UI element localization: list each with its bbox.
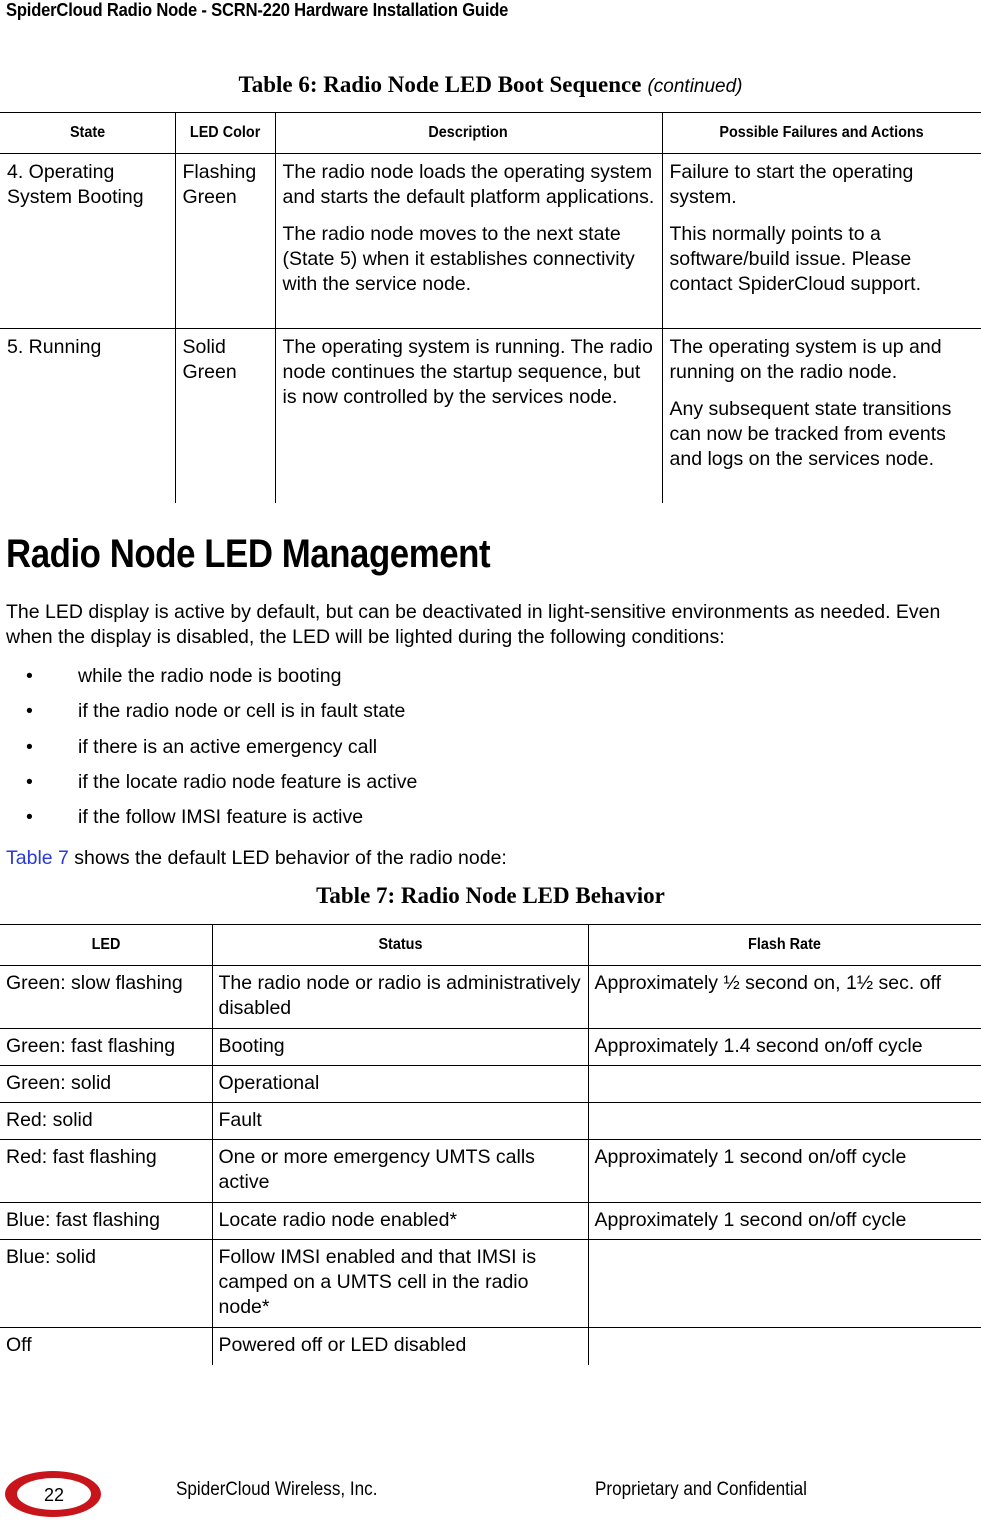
- page-number: 22: [43, 1485, 65, 1505]
- bullet-dot: •: [26, 665, 33, 687]
- cell-led-color: Solid Green: [175, 329, 275, 504]
- failure-paragraph: The operating system is up and running on the radio node.: [669, 336, 942, 383]
- column-header-state: State: [0, 113, 175, 154]
- table-row: [0, 1328, 981, 1365]
- cell-status: Follow IMSI enabled and that IMSI is camped on a UMTS cell in the radio node*: [212, 1240, 588, 1328]
- description-paragraph: The radio node moves to the next state (State 5) when it establishes connectivity with the service node.: [282, 223, 635, 295]
- cell-led: Green: fast flashing: [0, 1029, 212, 1066]
- table-reference-sentence: Table 7 shows the default LED behavior of the radio node:: [6, 847, 507, 869]
- list-item: • if the radio node or cell is in fault state: [26, 700, 406, 723]
- cell-flash-rate: Approximately 1.4 second on/off cycle: [588, 1029, 981, 1066]
- table-row: [0, 1066, 981, 1103]
- cell-led: Green: slow flashing: [0, 966, 212, 1029]
- table-row: [0, 1103, 981, 1140]
- cell-state: 5. Running: [7, 336, 102, 358]
- bullet-dot: •: [26, 700, 33, 723]
- footer-company: SpiderCloud Wireless, Inc.: [176, 1479, 378, 1500]
- cell-status: Operational: [212, 1066, 588, 1103]
- cell-led-color: Flashing Green: [175, 154, 275, 329]
- footer-confidential: Proprietary and Confidential: [595, 1479, 807, 1500]
- cell-description: [275, 154, 662, 329]
- cell-description: [275, 329, 662, 504]
- list-item: • if the locate radio node feature is active: [26, 770, 418, 793]
- table-header-row: [0, 113, 981, 154]
- table-row: [0, 1240, 981, 1328]
- cell-status: Locate radio node enabled*: [212, 1203, 588, 1240]
- conditions-list: [26, 664, 417, 840]
- cell-status: Powered off or LED disabled: [212, 1328, 588, 1365]
- cell-flash-rate: [588, 1103, 981, 1140]
- failure-paragraph: Failure to start the operating system.: [669, 161, 914, 208]
- table-7-link[interactable]: Table 7: [6, 847, 69, 869]
- cell-led: Green: solid: [0, 1066, 212, 1103]
- cell-flash-rate: [588, 1066, 981, 1103]
- column-header-flash-rate: Flash Rate: [588, 925, 981, 966]
- section-heading: Radio Node LED Management: [6, 532, 491, 576]
- column-header-status: Status: [212, 925, 588, 966]
- bullet-dot: •: [26, 806, 33, 829]
- cell-led: Blue: solid: [0, 1240, 212, 1328]
- failure-paragraph: This normally points to a software/build issue. Please contact SpiderCloud support.: [669, 223, 921, 295]
- column-header-led: LED: [0, 925, 212, 966]
- table-row: [0, 1203, 981, 1240]
- description-paragraph: The operating system is running. The radio node continues the startup sequence, but is now controlled by the services node.: [282, 336, 653, 408]
- column-header-led-color: LED Color: [175, 113, 275, 154]
- list-item: • if there is an active emergency call: [26, 735, 378, 758]
- description-paragraph: The radio node loads the operating system and starts the default platform applications.: [282, 161, 655, 208]
- cell-status: Fault: [212, 1103, 588, 1140]
- table-row: [0, 1029, 981, 1066]
- page-number-badge: [4, 1470, 102, 1518]
- cell-failures: [662, 329, 981, 504]
- cell-status: Booting: [212, 1029, 588, 1066]
- table-7-caption: Table 7: Radio Node LED Behavior: [316, 883, 665, 908]
- list-item: • if the follow IMSI feature is active: [26, 806, 364, 829]
- cell-flash-rate: [588, 1240, 981, 1328]
- table-row: [0, 329, 981, 504]
- cell-status: The radio node or radio is administratively disabled: [212, 966, 588, 1029]
- cell-led: Off: [6, 1334, 32, 1356]
- intro-paragraph: The LED display is active by default, but can be deactivated in light-sensitive environments as needed. Even when the display is disabled, the LED will be lighted during the following conditions:: [6, 601, 941, 648]
- cell-led: Blue: fast flashing: [0, 1203, 212, 1240]
- page-header-title: SpiderCloud Radio Node - SCRN-220 Hardware Installation Guide: [6, 0, 509, 20]
- column-header-possible-failures: Possible Failures and Actions: [662, 113, 981, 154]
- table-6-caption-text: Table 6: Radio Node LED Boot Sequence: [238, 72, 642, 97]
- cell-flash-rate: Approximately ½ second on, 1½ sec. off: [588, 966, 981, 1029]
- cell-flash-rate: Approximately 1 second on/off cycle: [588, 1203, 981, 1240]
- table-6-continued-note: (continued): [647, 76, 743, 97]
- table-6-caption: [0, 72, 981, 98]
- table-row: [0, 966, 981, 1029]
- led-behavior-table: [0, 924, 981, 1365]
- cell-failures: [662, 154, 981, 329]
- cell-status: One or more emergency UMTS calls active: [212, 1140, 588, 1203]
- column-header-description: Description: [275, 113, 662, 154]
- bullet-dot: •: [26, 735, 33, 758]
- list-item: • while the radio node is booting: [26, 665, 342, 687]
- cell-led: Red: solid: [0, 1103, 212, 1140]
- table-header-row: [0, 925, 981, 966]
- table-row: [0, 1140, 981, 1203]
- cell-led: Red: fast flashing: [0, 1140, 212, 1203]
- bullet-dot: •: [26, 770, 33, 793]
- table-row: [0, 154, 981, 329]
- cell-flash-rate: [588, 1328, 981, 1365]
- cell-flash-rate: Approximately 1 second on/off cycle: [588, 1140, 981, 1203]
- cell-state: 4. Operating System Booting: [0, 154, 175, 329]
- led-boot-sequence-table: [0, 112, 981, 503]
- failure-paragraph: Any subsequent state transitions can now be tracked from events and logs on the services node.: [669, 398, 952, 470]
